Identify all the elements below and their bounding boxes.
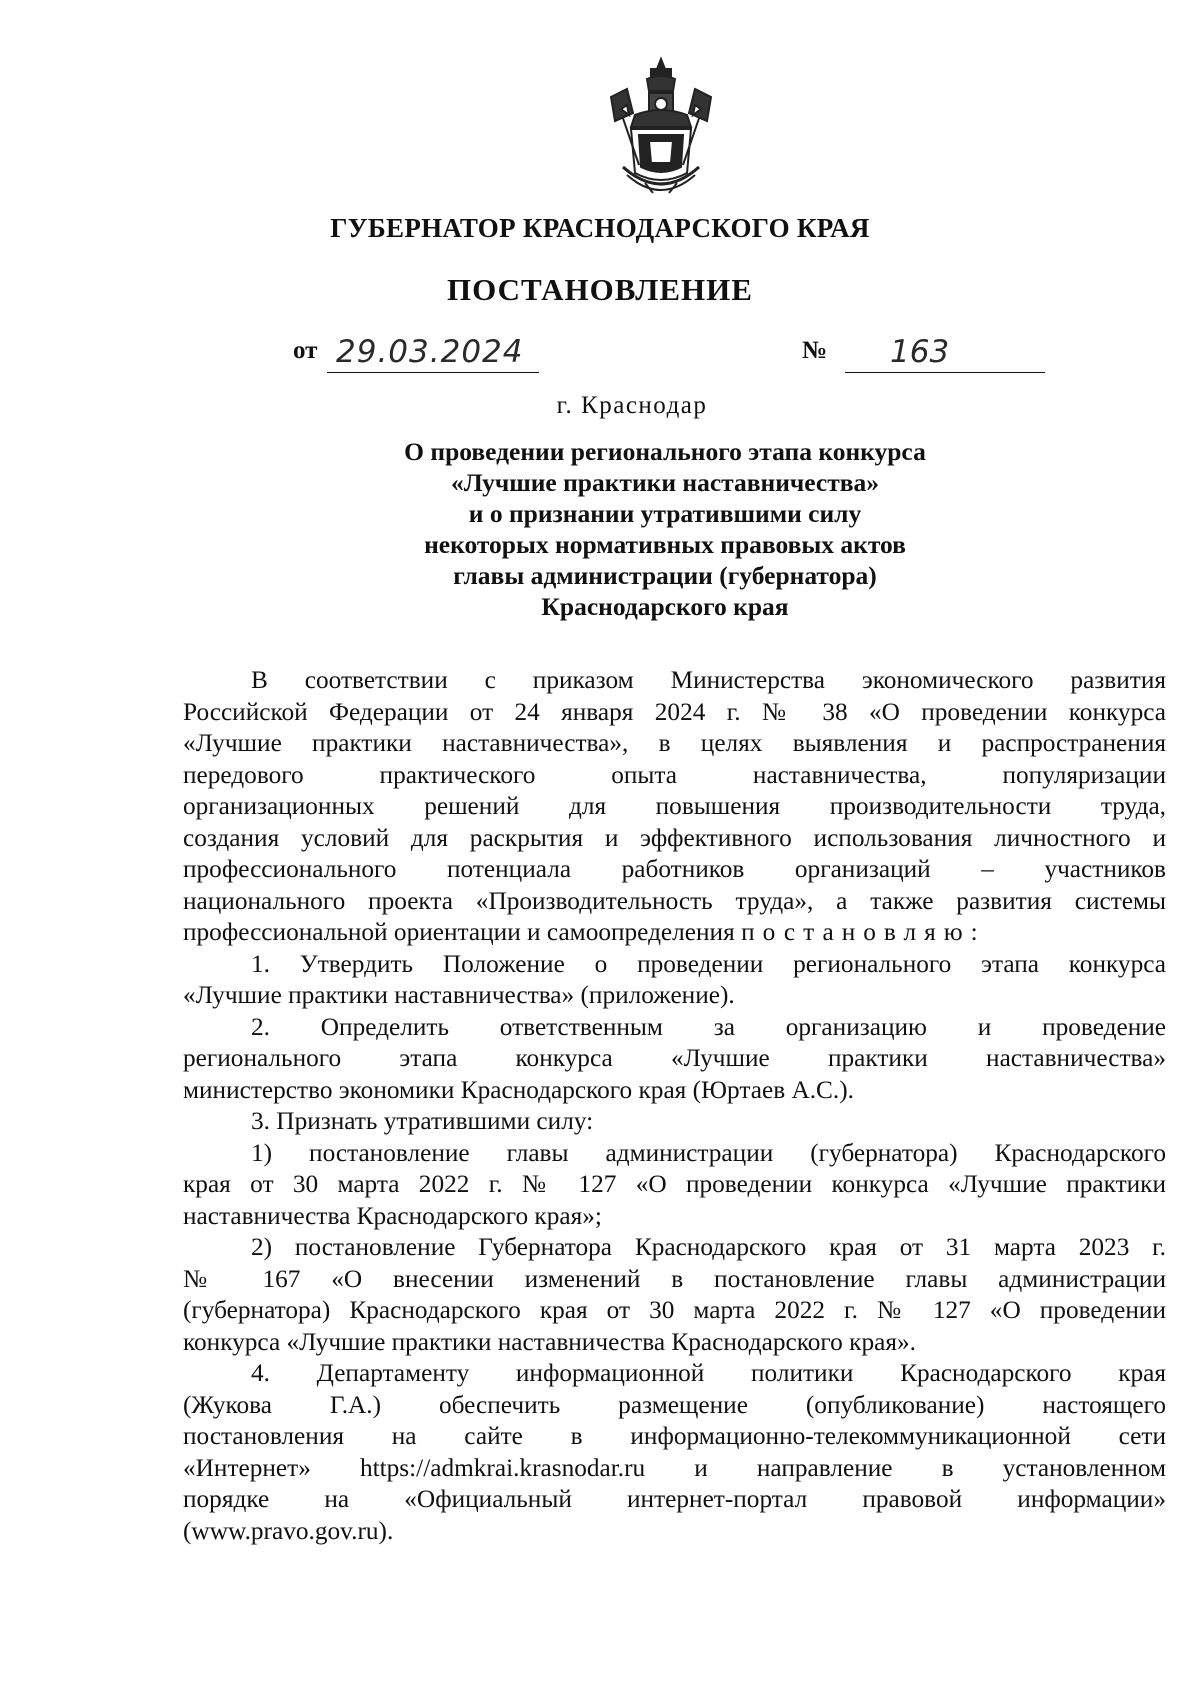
title-line: О проведении регионального этапа конкурса — [404, 437, 926, 466]
text-line: организационных решений для повышения производительности труда, — [183, 792, 1166, 820]
date-underline — [327, 372, 539, 373]
coat-of-arms-icon — [605, 55, 717, 200]
number-prefix: № — [802, 337, 828, 364]
text-line: края от 30 марта 2022 г. № 127 «О проведении конкурса «Лучшие практики — [183, 1170, 1166, 1198]
document-body — [183, 665, 1166, 1547]
paragraph-item-1 — [183, 949, 1166, 1012]
text-line: регионального этапа конкурса «Лучшие практики наставничества» — [183, 1044, 1166, 1072]
text-line: № 167 «О внесении изменений в постановление главы администрации — [183, 1264, 1166, 1293]
paragraph-item-2 — [183, 1012, 1166, 1107]
issuer-heading: ГУБЕРНАТОР КРАСНОДАРСКОГО КРАЯ — [330, 213, 870, 243]
text-line: конкурса «Лучшие практики наставничества Краснодарского края». — [183, 1327, 916, 1356]
paragraph-item-3 — [183, 1106, 1166, 1138]
text-line: наставничества Краснодарского края»; — [183, 1201, 602, 1230]
text-line: (губернатора) Краснодарского края от 30 марта 2022 г. № 127 «О проведении — [183, 1296, 1166, 1324]
city: г. Краснодар — [556, 392, 708, 419]
title-line: некоторых нормативных правовых актов — [424, 530, 906, 559]
text-line: 2. Определить ответственным за организацию и проведение — [251, 1012, 1166, 1041]
handwritten-date: 29.03.2024 — [336, 334, 524, 370]
paragraph-preamble — [183, 665, 1166, 949]
paragraph-subitem-1 — [183, 1138, 1166, 1233]
text-line: Российской Федерации от 24 января 2024 г. № 38 «О проведении конкурса — [183, 697, 1166, 726]
text-line: (Жукова Г.А.) обеспечить размещение (опубликование) настоящего — [183, 1390, 1166, 1419]
document-type: ПОСТАНОВЛЕНИЕ — [447, 272, 753, 307]
title-line: главы администрации (губернатора) — [453, 561, 877, 590]
text-line: 2) постановление Губернатора Краснодарского края от 31 марта 2023 г. — [251, 1233, 1166, 1261]
resolve-word: постановляю: — [741, 918, 986, 946]
text-line: передового практического опыта наставничества, популяризации — [183, 760, 1166, 789]
text-line: «Лучшие практики наставничества», в целях выявления и распространения — [183, 729, 1166, 757]
title-line: «Лучшие практики наставничества» — [450, 468, 880, 497]
text-fragment: профессиональной ориентации и самоопределения — [183, 918, 735, 946]
text-line — [183, 917, 1166, 949]
text-line: «Лучшие практики наставничества» (приложение). — [183, 981, 735, 1009]
paragraph-subitem-2 — [183, 1232, 1166, 1358]
number-underline — [845, 372, 1045, 373]
text-line: 1) постановление главы администрации (губернатора) Краснодарского — [251, 1138, 1166, 1167]
text-line: постановления на сайте в информационно-телекоммуникационной сети — [183, 1422, 1166, 1450]
date-prefix: от — [293, 337, 318, 364]
text-line: создания условий для раскрытия и эффективного использования личностного и — [183, 823, 1166, 852]
text-line: 3. Признать утратившими силу: — [251, 1107, 594, 1135]
text-line: (www.pravo.gov.ru). — [183, 1516, 394, 1545]
document-title — [330, 436, 1000, 622]
text-line: «Интернет» https://admkrai.krasnodar.ru и направление в установленном — [183, 1453, 1166, 1482]
text-line: профессионального потенциала работников организаций – участников — [183, 855, 1166, 883]
title-line: Краснодарского края — [541, 592, 789, 621]
paragraph-item-4 — [183, 1358, 1166, 1547]
text-line: министерство экономики Краснодарского края (Юртаев А.С.). — [183, 1075, 854, 1104]
text-line: порядке на «Официальный интернет-портал правовой информации» — [183, 1485, 1166, 1513]
text-line: национального проекта «Производительность труда», а также развития системы — [183, 886, 1166, 915]
text-line: 4. Департаменту информационной политики Краснодарского края — [251, 1359, 1166, 1387]
handwritten-number: 163 — [890, 334, 950, 370]
title-line: и о признании утратившими силу — [468, 499, 862, 528]
text-line: В соответствии с приказом Министерства экономического развития — [251, 666, 1166, 694]
text-line: 1. Утвердить Положение о проведении регионального этапа конкурса — [251, 949, 1166, 978]
